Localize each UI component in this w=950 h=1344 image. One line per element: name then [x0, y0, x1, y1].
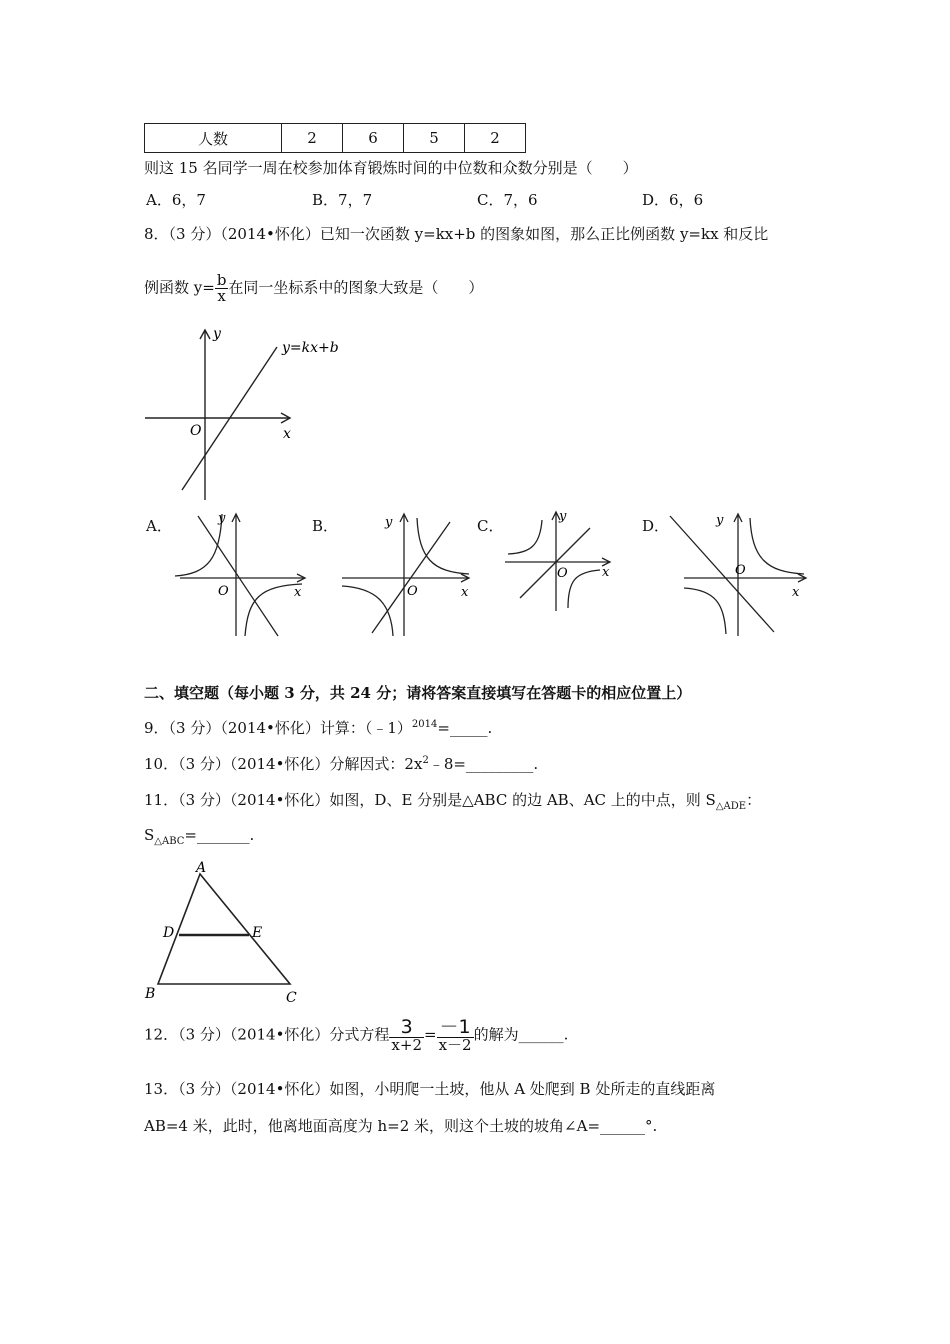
- table-row: [145, 124, 526, 153]
- q13-line1: 13．（3 分）（2014•怀化）如图，小明爬一土坡，他从 A 处爬到 B 处所走的直线距离: [144, 1080, 716, 1098]
- q11-label-b: B: [145, 986, 156, 1002]
- q8-option-a-label: A．: [146, 517, 172, 535]
- q12-post: 的解为______.: [473, 1025, 569, 1044]
- q11-line1: [144, 789, 761, 812]
- q7-option-d: D．6，6: [642, 191, 704, 209]
- data-table: [144, 123, 526, 153]
- q8-stem-line1: 8．（3 分）（2014•怀化）已知一次函数 y=kx+b 的图象如图，那么正比例函数 y=kx 和反比: [144, 225, 769, 243]
- opt-a-y: y: [218, 511, 226, 526]
- q8-option-d-graph: [666, 508, 811, 640]
- q12-fraction-1: [389, 1018, 424, 1053]
- q11-line2-post: =_______.: [184, 826, 255, 844]
- q9-post: =_____.: [437, 719, 493, 737]
- q10: [144, 753, 538, 774]
- q11-line2-sub: △ABC: [154, 836, 185, 847]
- q8-figure-line: [140, 322, 350, 507]
- q13-line2: AB=4 米，此时，他离地面高度为 h=2 米，则这个土坡的坡角∠A=______°.: [144, 1117, 658, 1135]
- q8-option-b-graph: [337, 508, 477, 640]
- q12: [144, 1018, 568, 1053]
- q11-label-e: E: [252, 925, 263, 941]
- q9-exponent: 2014: [411, 719, 438, 730]
- opt-b-y: y: [385, 515, 393, 530]
- q11-label-a: A: [196, 860, 207, 876]
- q11-label-d: D: [163, 925, 175, 941]
- table-cell: 5: [404, 124, 465, 153]
- table-cell: 6: [343, 124, 404, 153]
- opt-b-x: x: [461, 585, 469, 600]
- q12-pre: 12．（3 分）（2014•怀化）分式方程: [144, 1025, 390, 1044]
- opt-d-y: y: [716, 513, 724, 528]
- section2-heading: 二、填空题（每小题 3 分，共 24 分；请将答案直接填写在答题卡的相应位置上）: [144, 684, 692, 702]
- q10-post: ﹣8=_________.: [428, 755, 539, 773]
- q12-f1-num: 3: [389, 1018, 424, 1038]
- q10-exponent: 2: [422, 755, 429, 766]
- q12-fraction-2: [437, 1018, 474, 1053]
- q11-label-c: C: [286, 990, 297, 1006]
- q8-frac-num: b: [216, 271, 227, 289]
- q11-line2: [144, 826, 254, 847]
- q10-pre: 10．（3 分）（2014•怀化）分解因式：2x: [144, 755, 423, 773]
- q8-option-d-label: D．: [642, 517, 670, 535]
- q11-triangle-figure: [140, 858, 310, 1008]
- opt-c-x: x: [602, 565, 610, 580]
- q8-line2-post: 在同一坐标系中的图象大致是（ ）: [228, 278, 484, 297]
- q12-f2-num: －1: [437, 1018, 474, 1038]
- opt-a-o: O: [218, 584, 229, 599]
- opt-c-y: y: [559, 509, 567, 524]
- q8-option-c-label: C．: [477, 517, 504, 535]
- q9-pre: 9．（3 分）（2014•怀化）计算：（﹣1）: [144, 719, 412, 737]
- q8-option-c-graph: [500, 506, 620, 616]
- q8-line2-pre: 例函数 y=: [144, 278, 215, 297]
- table-header-cell: 人数: [145, 124, 282, 153]
- q11-line1-post: ：: [746, 791, 762, 809]
- q8-fig-y-label: y: [213, 326, 221, 342]
- opt-b-o: O: [407, 584, 418, 599]
- q9: [144, 717, 492, 738]
- table-cell: 2: [282, 124, 343, 153]
- q8-option-b-label: B．: [312, 517, 339, 535]
- q12-eq: =: [424, 1025, 437, 1044]
- opt-d-x: x: [792, 585, 800, 600]
- q11-line2-pre: S: [144, 826, 155, 844]
- q8-fraction: [215, 273, 229, 304]
- q12-f2-den: x－2: [438, 1036, 472, 1054]
- q11-line1-sub: △ADE: [715, 801, 747, 812]
- q7-option-b: B．7，7: [312, 191, 373, 209]
- q8-stem-line2: [144, 273, 483, 304]
- q7-stem: 则这 15 名同学一周在校参加体育锻炼时间的中位数和众数分别是（ ）: [144, 159, 638, 177]
- q11-line1-pre: 11．（3 分）（2014•怀化）如图，D、E 分别是△ABC 的边 AB、AC 上的中点，则 S: [144, 791, 716, 809]
- q12-f1-den: x+2: [391, 1036, 422, 1054]
- q8-fig-x-label: x: [283, 426, 291, 442]
- opt-d-o: O: [735, 563, 746, 578]
- q7-option-c: C．7，6: [477, 191, 538, 209]
- q8-fig-origin-label: O: [190, 423, 202, 439]
- q8-frac-den: x: [217, 287, 226, 305]
- q8-fig-line-label: y=kx+b: [282, 340, 339, 356]
- opt-a-x: x: [294, 585, 302, 600]
- table-cell: 2: [465, 124, 526, 153]
- q7-option-a: A．6，7: [146, 191, 206, 209]
- opt-c-o: O: [557, 566, 568, 581]
- q8-option-a-graph: [170, 508, 310, 640]
